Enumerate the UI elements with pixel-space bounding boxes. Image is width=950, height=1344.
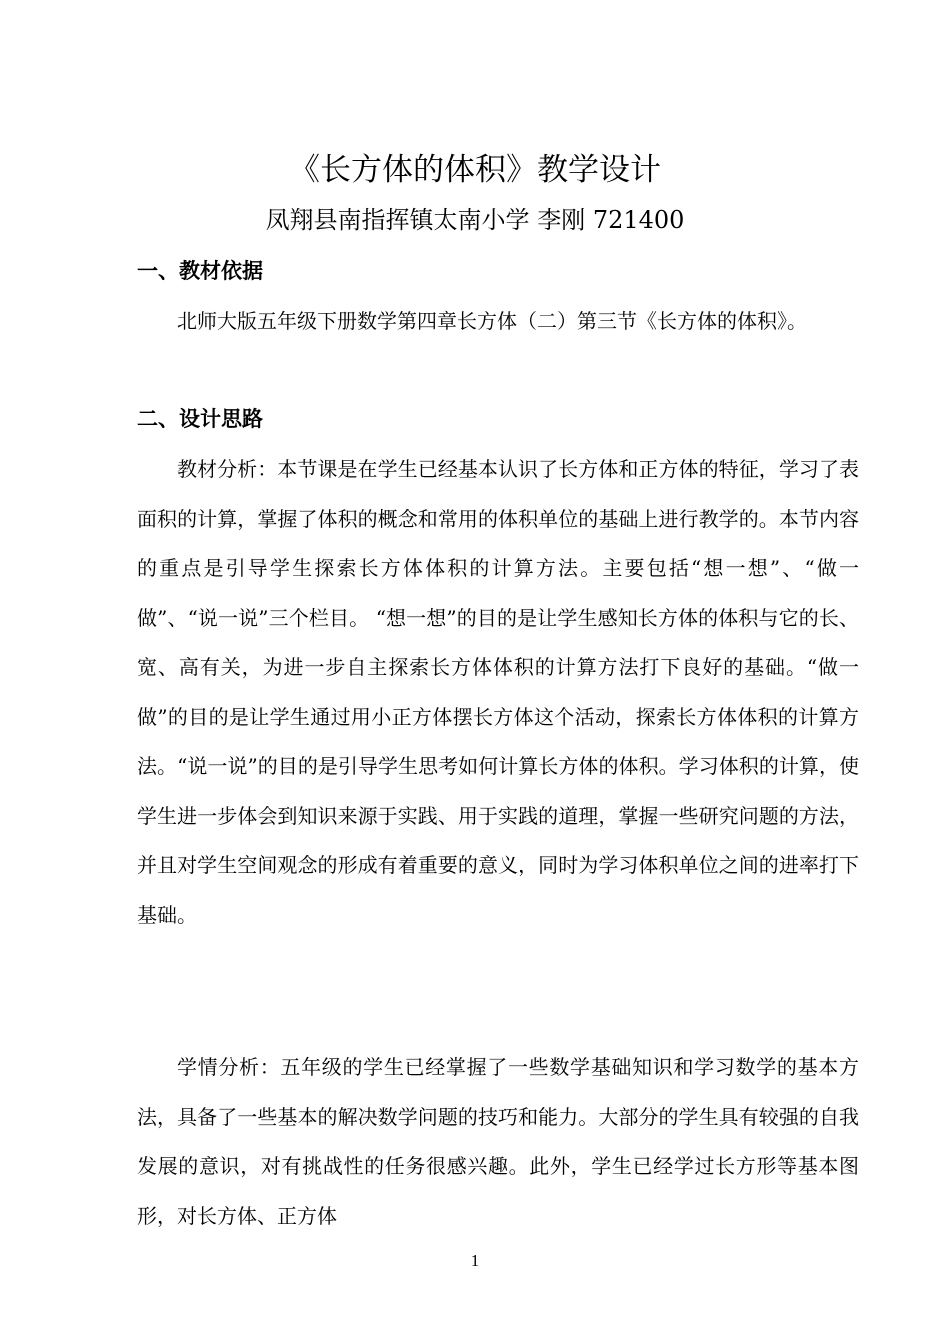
page-number: 1 — [470, 1251, 480, 1270]
author-line: 凤翔县南指挥镇太南小学 李刚 721400 — [265, 206, 685, 234]
textbook-analysis-paragraph: 教材分析：本节课是在学生已经基本认识了长方体和正方体的特征，学习了表面积的计算，掌握了体积的概念和常用的体积单位的基础上进行教学的。本节内容的重点是引导学生探索长方体体积的计算方法。主要包括“想一想”、“做一做”、“说一说”三个栏目。 “想一想”的目的是让学生感知长方体的体积与它的长、宽、高有关，为进一步自主探索长方体体积的计算方法打下良好的基础。“做一做”的目的是让学生通过用小正方体摆长方体这个活动，探索长方体体积的计算方法。“说一说”的目的是引导学生思考如何计算长方体的体积。学习体积的计算，使学生进一步体会到知识来源于实践、用于实践的道理，掌握一些研究问题的方法，并且对学生空间观念的形成有着重要的意义，同时为学习体积单位之间的进率打下基础。 — [137, 457, 859, 927]
student-analysis-paragraph: 学情分析：五年级的学生已经掌握了一些数学基础知识和学习数学的基本方法，具备了一些基本的解决数学问题的技巧和能力。大部分的学生具有较强的自我发展的意识，对有挑战性的任务很感兴趣。此外，学生已经学过长方形等基本图形，对长方体、正方体 — [137, 1055, 859, 1228]
section-1-paragraph: 北师大版五年级下册数学第四章长方体（二）第三节《长方体的体积》。 — [177, 309, 807, 333]
document-title: 《长方体的体积》教学设计 — [289, 152, 661, 188]
section-heading-1: 一、教材依据 — [137, 259, 263, 283]
section-heading-2: 二、设计思路 — [137, 407, 263, 431]
